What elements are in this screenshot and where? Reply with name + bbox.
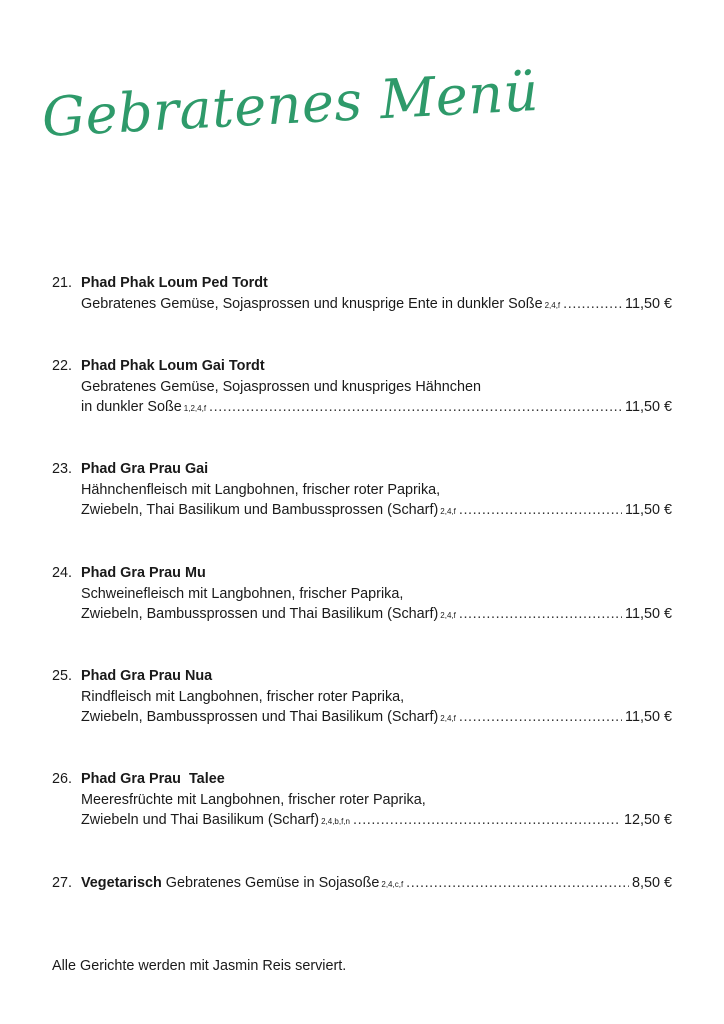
item-price-line — [81, 604, 672, 627]
item-description: Zwiebeln und Thai Basilikum (Scharf) — [81, 812, 320, 828]
footer-note: Alle Gerichte werden mit Jasmin Reis serviert. — [52, 958, 347, 974]
item-description: Rindfleisch mit Langbohnen, frischer roter Paprika, — [81, 688, 405, 705]
item-number: 27. — [52, 875, 73, 891]
item-price: 11,50 € — [625, 606, 672, 622]
allergen-codes: 1,2,4,f — [183, 404, 207, 413]
item-description: Meeresfrüchte mit Langbohnen, frischer roter Paprika, — [81, 791, 426, 808]
leader-dots — [563, 294, 622, 315]
item-price: 11,50 € — [625, 502, 672, 518]
item-description: Hähnchenfleisch mit Langbohnen, frischer roter Paprika, — [81, 481, 441, 498]
menu-item-24 — [52, 563, 672, 627]
item-description: Zwiebeln, Thai Basilikum und Bambussprossen (Scharf) — [81, 502, 439, 518]
item-name: Phad Gra Prau Nua — [81, 668, 213, 684]
leader-dots — [459, 500, 622, 521]
item-price: 11,50 € — [625, 709, 672, 725]
menu-item-25 — [52, 666, 672, 730]
item-description — [81, 873, 379, 894]
leader-dots — [406, 873, 629, 894]
item-description: Gebratenes Gemüse, Sojasprossen und knuspriges Hähnchen — [81, 378, 481, 395]
leader-dots — [459, 604, 622, 625]
menu-item-22 — [52, 356, 672, 420]
item-number: 26. — [52, 771, 73, 787]
item-number: 24. — [52, 565, 73, 581]
allergen-codes: 2,4,b,f,n — [321, 817, 350, 826]
item-name: Phad Gra Prau Gai — [81, 461, 209, 477]
leader-dots — [353, 810, 621, 831]
item-name: Phad Gra Prau Mu — [81, 565, 206, 581]
item-name: Phad Gra Prau Talee — [81, 771, 225, 787]
allergen-codes: 2,4,c,f — [381, 880, 404, 889]
menu-item-23 — [52, 459, 672, 523]
item-number: 21. — [52, 275, 73, 291]
item-description: Zwiebeln, Bambussprossen und Thai Basilikum (Scharf) — [81, 606, 439, 622]
item-name: Phad Phak Loum Ped Tordt — [81, 275, 268, 291]
item-description: Gebratenes Gemüse, Sojasprossen und knusprige Ente in dunkler Soße — [81, 295, 543, 312]
item-price-line — [81, 707, 672, 730]
menu-item-26 — [52, 769, 672, 833]
item-number: 22. — [52, 358, 73, 374]
item-price-line — [81, 873, 672, 896]
allergen-codes: 2,4,f — [440, 611, 456, 620]
menu-item-21 — [52, 273, 672, 316]
item-price-line — [81, 500, 672, 523]
item-price: 12,50 € — [623, 812, 672, 828]
item-price-line — [81, 810, 672, 833]
page-title: Gebratenes Menü — [40, 60, 541, 149]
item-name: Phad Phak Loum Gai Tordt — [81, 358, 265, 374]
item-price-line — [81, 294, 672, 317]
leader-dots — [209, 397, 622, 418]
menu-item-27 — [52, 873, 672, 896]
item-price: 11,50 € — [625, 295, 672, 312]
item-desc-text: Gebratenes Gemüse in Sojasoße — [165, 875, 380, 891]
allergen-codes: 2,4,f — [440, 507, 456, 516]
item-description: Zwiebeln, Bambussprossen und Thai Basilikum (Scharf) — [81, 709, 439, 725]
item-price-line — [81, 397, 672, 420]
item-number: 23. — [52, 461, 73, 477]
item-number: 25. — [52, 668, 73, 684]
allergen-codes: 2,4,f — [544, 300, 561, 310]
item-description: Schweinefleisch mit Langbohnen, frischer Paprika, — [81, 585, 404, 602]
item-price: 11,50 € — [625, 399, 672, 415]
leader-dots — [459, 707, 622, 728]
item-price: 8,50 € — [631, 875, 672, 891]
item-description: in dunkler Soße — [81, 399, 182, 415]
allergen-codes: 2,4,f — [440, 714, 456, 723]
item-name: Vegetarisch — [81, 875, 162, 891]
